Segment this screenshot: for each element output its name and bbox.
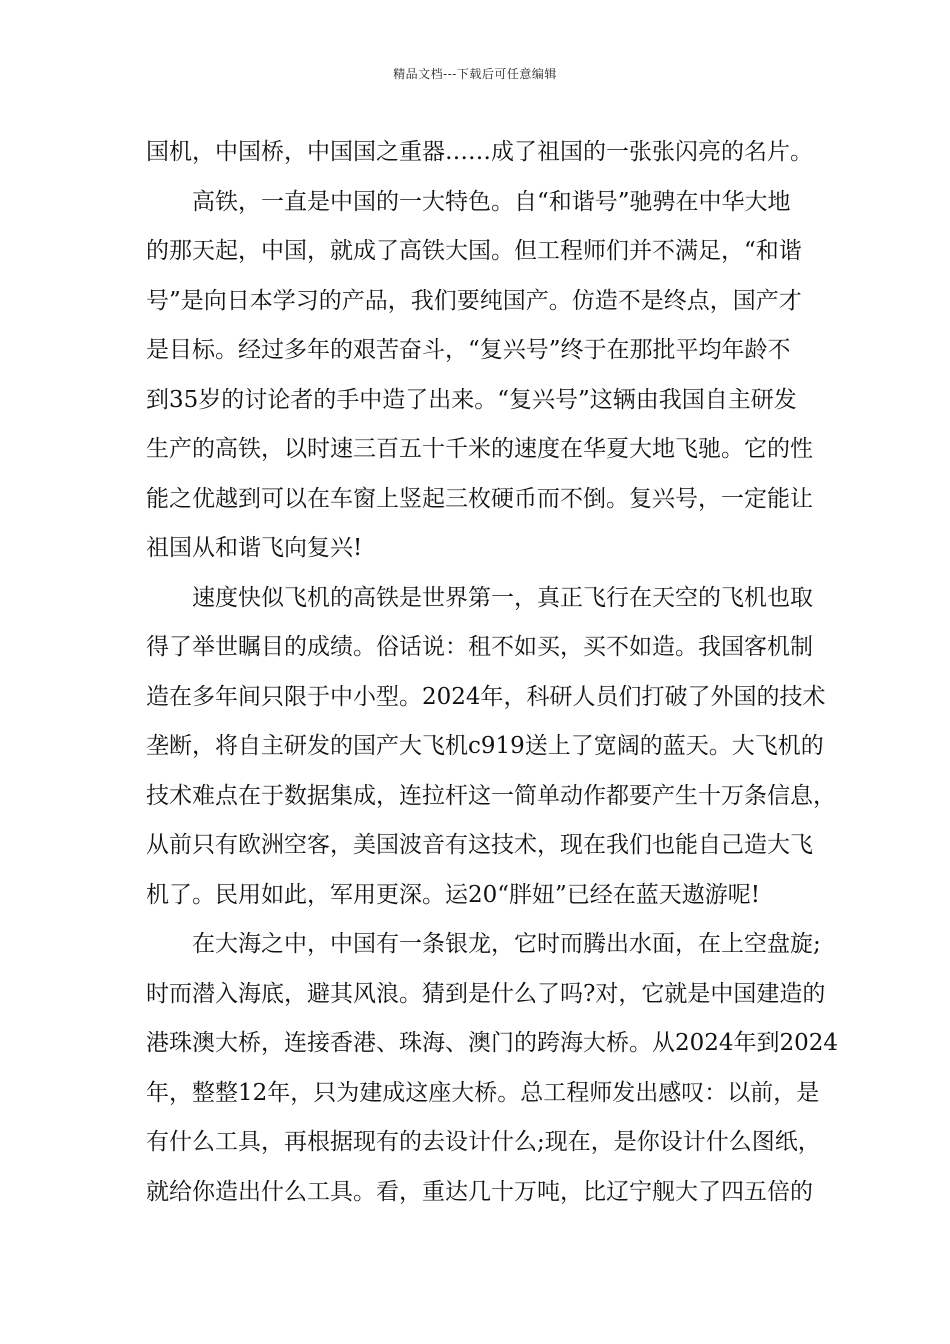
document-body (146, 128, 839, 1217)
text-line: 到35岁的讨论者的手中造了出来。“复兴号”这辆由我国自主研发 (146, 386, 797, 413)
text-line: 时而潜入海底，避其风浪。猜到是什么了吗?对，它就是中国建造的 (146, 980, 826, 1007)
text-line: 垄断，将自主研发的国产大飞机c919送上了宽阔的蓝天。大飞机的 (146, 733, 824, 759)
text-line: 高铁，一直是中国的一大特色。自“和谐号”驰骋在中华大地 (146, 188, 791, 215)
text-line: 港珠澳大桥，连接香港、珠海、澳门的跨海大桥。从2024年到2024 (146, 1030, 839, 1056)
text-line: 能之优越到可以在车窗上竖起三枚硬币而不倒。复兴号，一定能让 (146, 485, 813, 512)
text-line: 是目标。经过多年的艰苦奋斗，“复兴号”终于在那批平均年龄不 (146, 337, 791, 363)
text-line: 在大海之中，中国有一条银龙，它时而腾出水面，在上空盘旋; (146, 931, 821, 957)
text-line: 就给你造出什么工具。看，重达几十万吨，比辽宁舰大了四五倍的 (146, 1178, 813, 1205)
text-line: 速度快似飞机的高铁是世界第一，真正飞行在天空的飞机也取 (146, 584, 813, 611)
text-line: 年，整整12年，只为建成这座大桥。总工程师发出感叹：以前，是 (146, 1079, 820, 1106)
text-line: 国机，中国桥，中国国之重器……成了祖国的一张张闪亮的名片。 (146, 139, 813, 165)
text-line: 号”是向日本学习的产品，我们要纯国产。仿造不是终点，国产才 (146, 287, 802, 314)
text-line: 祖国从和谐飞向复兴! (146, 535, 363, 561)
text-line: 生产的高铁，以时速三百五十千米的速度在华夏大地飞驰。它的性 (146, 436, 813, 462)
text-line: 技术难点在于数据集成，连拉杆这一简单动作都要产生十万条信息， (146, 782, 836, 809)
text-line: 得了举世瞩目的成绩。俗话说：租不如买，买不如造。我国客机制 (146, 634, 813, 660)
page-header: 精品文档---下载后可任意编辑 (393, 67, 557, 81)
text-line: 造在多年间只限于中小型。2024年，科研人员们打破了外国的技术 (146, 683, 826, 710)
text-line: 有什么工具，再根据现有的去设计什么;现在，是你设计什么图纸， (146, 1129, 821, 1155)
text-line: 从前只有欧洲空客，美国波音有这技术，现在我们也能自己造大飞 (146, 832, 813, 858)
text-line: 的那天起，中国，就成了高铁大国。但工程师们并不满足，“和谐 (146, 238, 802, 264)
text-line: 机了。民用如此，军用更深。运20“胖妞”已经在蓝天遨游呢! (146, 881, 761, 908)
